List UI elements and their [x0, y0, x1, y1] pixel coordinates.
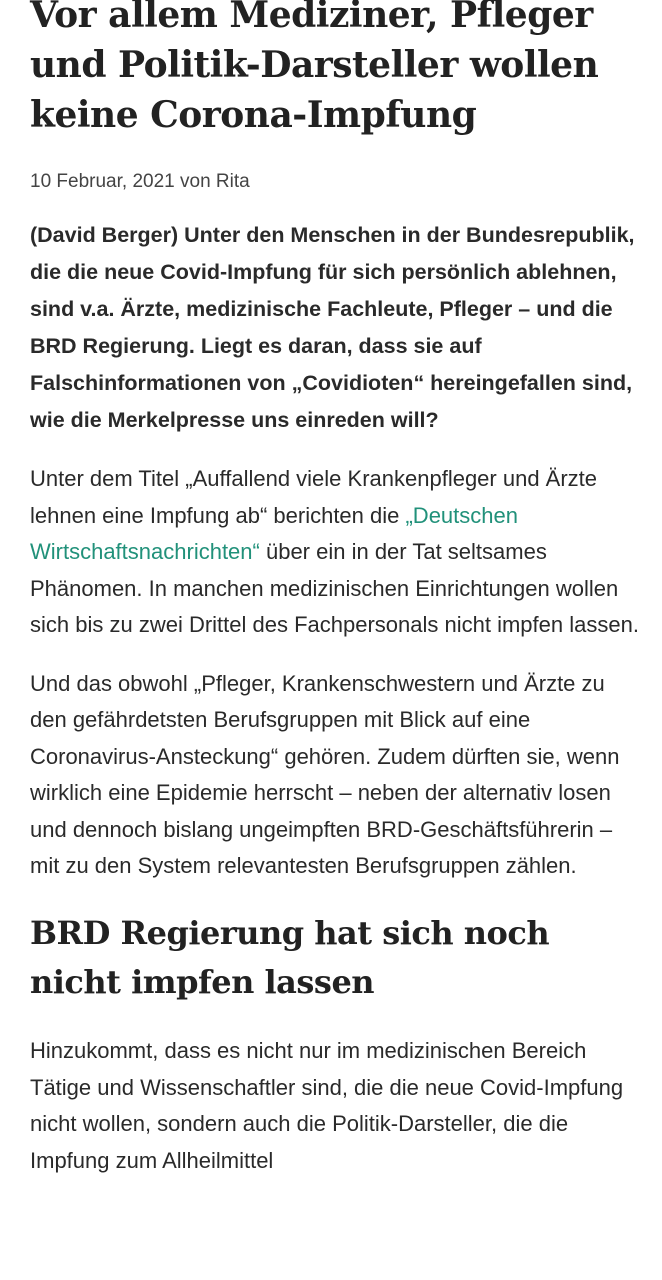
paragraph-1-text-before: Unter dem Titel „Auffallend viele Krankenpfleger und Ärzte lehnen eine Impfung ab“ berichten die: [30, 466, 598, 528]
paragraph-1: [30, 461, 640, 644]
article-title: Vor allem Mediziner, Pfleger und Politik-Darsteller wollen keine Corona-Impfung: [30, 0, 599, 136]
paragraph-3: Hinzukommt, dass es nicht nur im medizinischen Bereich Tätige und Wissenschaftler sind, die die neue Covid-Impfung nicht wollen, sondern auch die Politik-Darsteller, die die Impfung zum Allheilmittel: [30, 1038, 624, 1173]
article: [30, 0, 640, 1201]
article-lead: (David Berger) Unter den Menschen in der Bundesrepublik, die die neue Covid-Impfung für sich persönlich ablehnen, sind v.a. Ärzte, medizinische Fachleute, Pfleger – und die BRD Regierung. Liegt es daran, dass sie auf Falschinformationen von „Covidioten“ hereingefallen sind, wie die Merkelpresse uns einreden will?: [30, 223, 635, 432]
section-heading: BRD Regierung hat sich noch nicht impfen lassen: [30, 913, 550, 1001]
article-meta: 10 Februar, 2021 von Rita: [30, 171, 250, 192]
paragraph-2: Und das obwohl „Pfleger, Krankenschwestern und Ärzte zu den gefährdetsten Berufsgruppen mit Blick auf eine Coronavirus-Ansteckung“ gehören. Zudem dürften sie, wenn wirklich eine Epidemie herrscht – neben der alternativ losen und dennoch bislang ungeimpften BRD-Geschäftsführerin – mit zu den System relevantesten Berufsgruppen zählen.: [30, 670, 620, 878]
deutsche-wirtschaftsnachrichten-link[interactable]: „Deutschen Wirtschaftsnachrichten“: [30, 502, 518, 564]
paragraph-1-text-after: über ein in der Tat seltsames Phänomen. In manchen medizinischen Einrichtungen wollen sich bis zu zwei Drittel des Fachpersonals nicht impfen lassen.: [30, 539, 639, 637]
